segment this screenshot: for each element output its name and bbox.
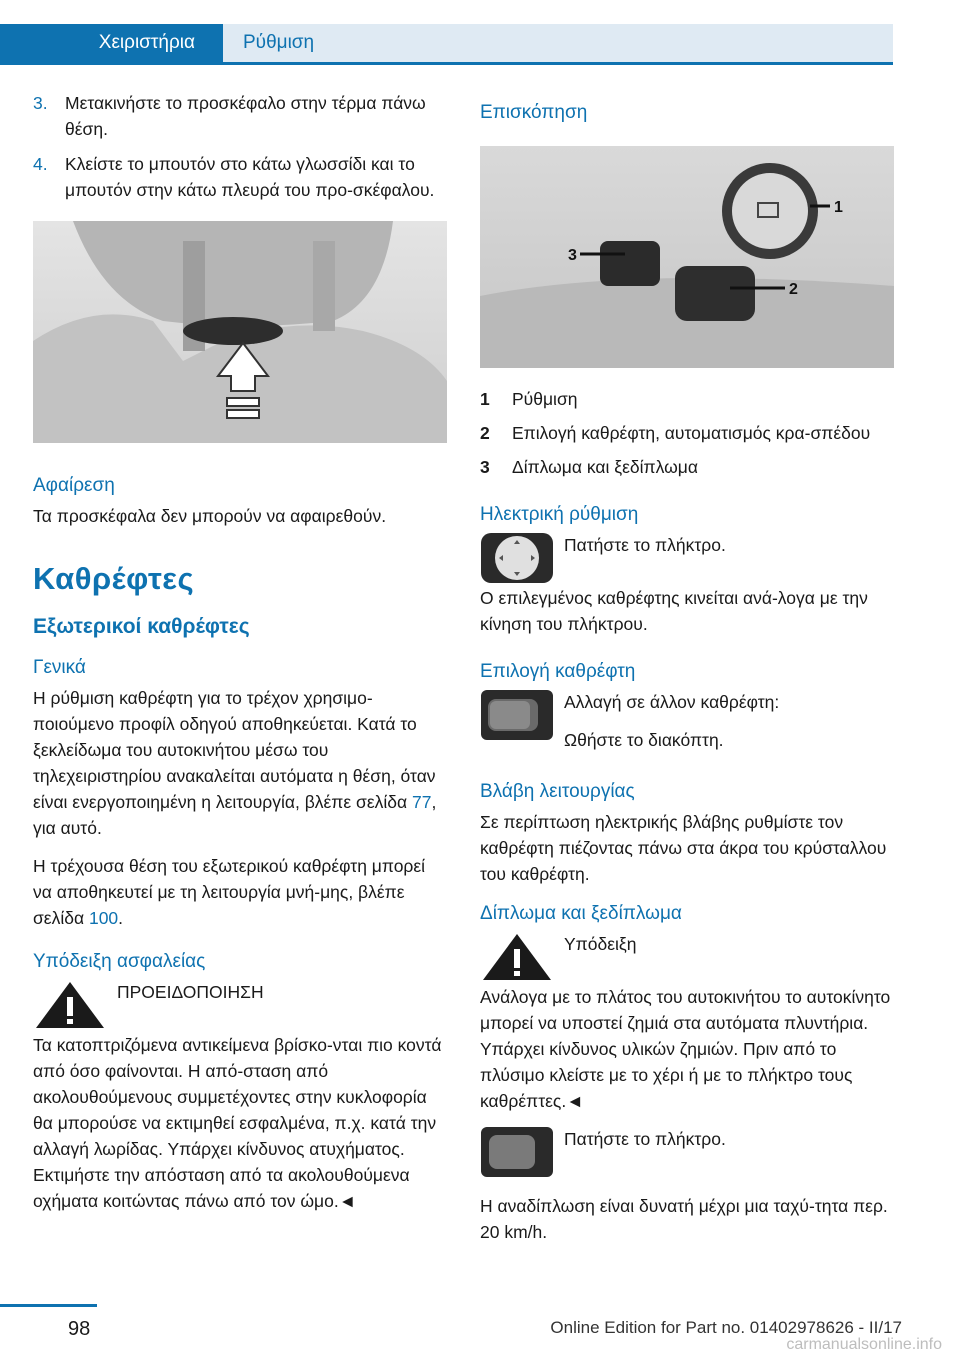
mirror-controls-illustration [480,146,894,368]
malfunction-heading: Βλάβη λειτουργίας [480,781,635,802]
watermark: carmanualsonline.info [786,1336,942,1353]
selector-switch-icon [480,689,554,746]
step-text: Κλείστε το μπουτόν στο κάτω γλωσσίδι και το μπουτόν στην κάτω πλευρά του προ-σκέφαλου. [65,154,435,200]
header-bar [0,0,893,62]
step-text: Μετακινήστε το προσκέφαλο στην τέρμα πάνω θέση. [65,93,426,139]
electric-text-1: Πατήστε το πλήκτρο. [564,535,726,555]
edition-note: Online Edition for Part no. 01402978626 - II/17 [550,1318,902,1337]
exterior-mirrors-heading: Εξωτερικοί καθρέφτες [33,615,250,638]
header-divider [0,62,893,65]
overview-heading: Επισκόπηση [480,102,588,123]
electric-adjustment-heading: Ηλεκτρική ρύθμιση [480,504,639,525]
figure-label-1: 1 [834,199,843,216]
right-column [480,90,894,1257]
tab-adjustment[interactable]: Ρύθμιση [223,24,893,62]
warning-icon [33,979,107,1036]
electric-block [480,532,894,589]
fold-final-text: Η αναδίπλωση είναι δυνατή μέχρι μια ταχύ-τητα περ. 20 km/h. [480,1196,888,1242]
safety-heading: Υπόδειξη ασφαλείας [33,951,206,972]
general-paragraph-2: Η τρέχουσα θέση του εξωτερικού καθρέφτη μπορεί να αποθηκευτεί με τη λειτουργία μνή-μης, βλέπε σελίδα 100. [33,856,426,928]
mirror-selection-heading: Επιλογή καθρέφτη [480,661,636,682]
step-number: 4. [33,154,48,174]
electric-text-2: Ο επιλεγμένος καθρέφτης κινείται ανά-λογα με την κίνηση του πλήκτρου. [480,588,868,634]
warning-text: Τα κατοπτριζόμενα αντικείμενα βρίσκο-νται πιο κοντά από όσο φαίνονται. Η από-σταση από ακολουθούμενους συμμετέχοντες στην κυκλοφορία θα μπορούσε να εκτιμηθεί εσφαλμένα, π.χ. κατά την αλλαγή λωρίδας. Υπάρχει κίνδυνος ατυχήματος. Εκτιμήστε την απόσταση από τα ακολουθούμενα οχήματα κοιτώντας πάνω από τον ώμο.◄ [33,1035,442,1211]
page-link-100[interactable]: 100 [88,908,119,928]
figure-label-2: 2 [789,281,798,298]
legend-item: 2 Επιλογή καθρέφτη, αυτοματισμός κρα-σπέδου [480,423,871,443]
mirror-controls-photo [480,146,894,368]
headrest-photo [33,221,447,443]
note-warning-icon [480,931,554,988]
tab-controls[interactable]: Χειριστήρια [0,24,223,62]
legend-item: 3 Δίπλωμα και ξεδίπλωμα [480,457,698,477]
fold-button-block [480,1126,894,1183]
step-item [33,90,447,142]
fold-note-block [480,931,894,988]
fold-button-icon [480,1126,554,1183]
step-item [33,151,447,203]
warning-title: ΠΡΟΕΙΔΟΠΟΙΗΣΗ [117,982,264,1002]
step-number: 3. [33,93,48,113]
general-heading: Γενικά [33,657,86,678]
page-number: 98 [68,1318,91,1340]
adjust-button-icon [480,532,554,589]
select-block [480,689,894,765]
fold-press-text: Πατήστε το πλήκτρο. [564,1129,726,1149]
figure-label-3: 3 [568,247,577,264]
removal-heading: Αφαίρεση [33,475,115,496]
select-text-1: Αλλαγή σε άλλον καθρέφτη: [564,692,780,712]
warning-block [33,979,447,1036]
removal-text: Τα προσκέφαλα δεν μπορούν να αφαιρεθούν. [33,506,387,526]
mirrors-heading: Καθρέφτες [33,561,195,596]
page-link-77[interactable]: 77 [412,792,432,812]
fold-heading: Δίπλωμα και ξεδίπλωμα [480,903,682,924]
left-column [33,90,447,1226]
fold-note-title: Υπόδειξη [564,934,637,954]
fold-note-text: Ανάλογα με το πλάτος του αυτοκινήτου το αυτοκίνητο μπορεί να υποστεί ζημιά στα αυτόματα πλυντήρια. Υπάρχει κίνδυνος υλικών ζημιών. Πριν από το πλύσιμο κλείστε με το χέρι ή με το πλήκτρο τους καθρέπτες.◄ [480,987,891,1111]
select-text-2: Ωθήστε το διακόπτη. [564,730,724,750]
general-paragraph-1: Η ρύθμιση καθρέφτη για το τρέχον χρησιμο-ποιούμενο προφίλ οδηγού αποθηκεύεται. Κατά το ξεκλείδωμα του αυτοκινήτου μέσω του τηλεχειριστηρίου ανακαλείται αυτόματα η θέση, όταν είναι ενεργοποιημένη η λειτουργία, βλέπε σελίδα 77, για αυτό. [33,688,437,838]
legend-item: 1 Ρύθμιση [480,389,578,409]
footer-divider [0,1304,97,1307]
malfunction-text: Σε περίπτωση ηλεκτρικής βλάβης ρυθμίστε τον καθρέφτη πιέζοντας πάνω στα άκρα του κρύσταλλου του καθρέφτη. [480,812,887,884]
headrest-illustration [33,221,447,443]
